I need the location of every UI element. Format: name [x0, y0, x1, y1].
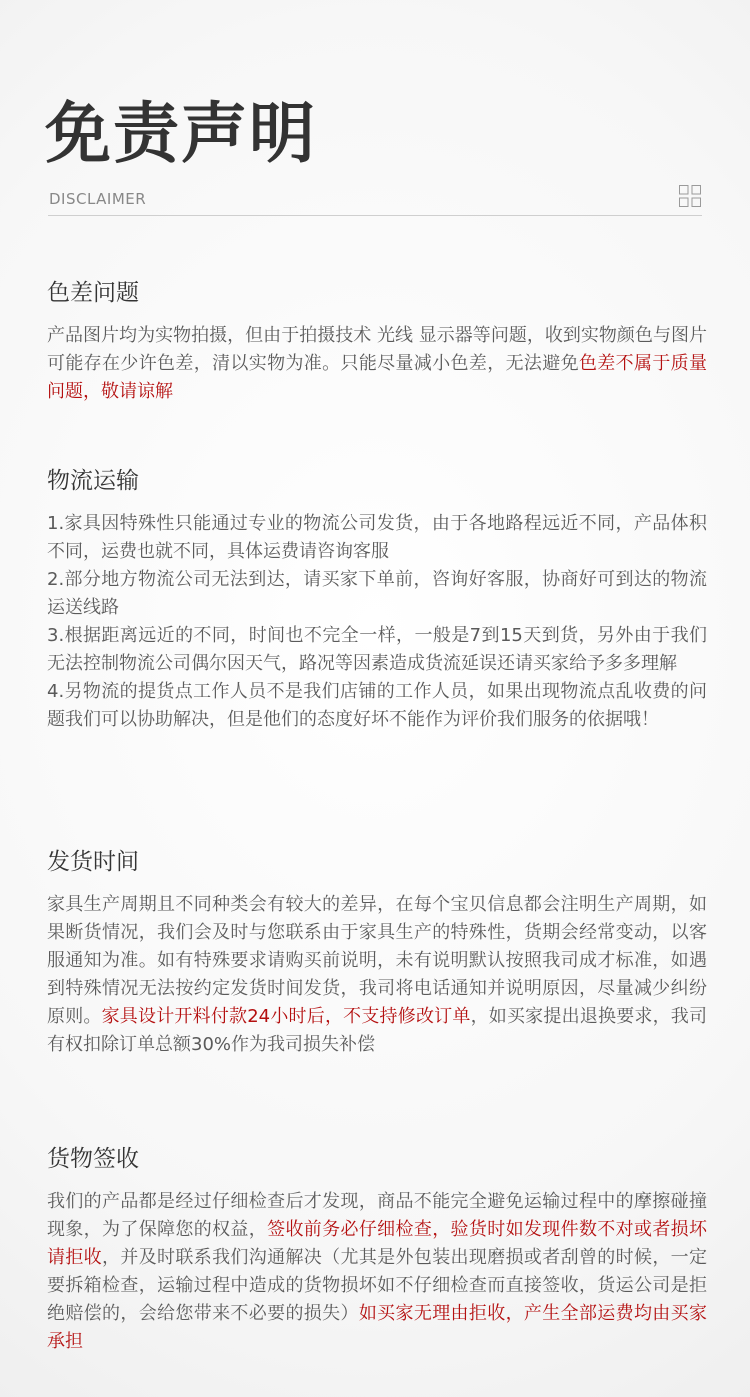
section-paragraph: 3.根据距离远近的不同，时间也不完全一样，一般是7到15天到货，另外由于我们无法控制物流公司偶尔因天气，路况等因素造成货流延误还请买家给予多多理解 [47, 625, 707, 674]
highlight-text: 色差不属于质量问题，敬请谅解 [47, 353, 708, 402]
section-color-difference [47, 276, 707, 406]
section-paragraph [47, 1188, 707, 1356]
section-logistics [47, 464, 707, 734]
section-title: 色差问题 [47, 280, 139, 306]
paragraph-text: 家具生产周期且不同种类会有较大的差异，在每个宝贝信息都会注明生产周期，如果断货情况，我们会及时与您联系由于家具生产的特殊性，货期会经常变动，以客服通知为准。如有特殊要求请购买前说明，未有说明默认按照我司成才标准，如遇到特殊情况无法按约定发货时间发货，我司将电话通知并说明原因，尽量减少纠纷原则。 [47, 894, 707, 1027]
section-paragraph [47, 322, 707, 406]
paragraph-text: 产品图片均为实物拍摄，但由于拍摄技术 光线 显示器等问题，收到实物颜色与图片可能存在少许色差，清以实物为准。只能尽量减小色差，无法避免 [47, 325, 707, 374]
section-paragraph: 1.家具因特殊性只能通过专业的物流公司发货，由于各地路程远近不同，产品体积不同，运费也就不同，具体运费请咨询客服 [47, 513, 707, 562]
paragraph-text: ，并及时联系我们沟通解决（尤其是外包装出现磨损或者刮曾的时候，一定要拆箱检查，运输过程中造成的货物损坏如不仔细检查而直接签收，货运公司是拒绝赔偿的，会给您带来不必要的损失） [47, 1247, 707, 1324]
section-goods-receipt [47, 1142, 707, 1356]
section-paragraph: 4.另物流的提货点工作人员不是我们店铺的工作人员，如果出现物流点乱收费的问题我们可以协助解决，但是他们的态度好坏不能作为评价我们服务的依据哦！ [47, 681, 707, 730]
section-title: 物流运输 [47, 468, 139, 494]
header-divider [48, 215, 702, 216]
section-title: 货物签收 [47, 1146, 139, 1172]
highlight-paragraph: 2.部分地方物流公司无法到达，请买家下单前，咨询好客服，协商好可到达的物流运送线路 [47, 569, 707, 618]
highlight-text: 签收前务必仔细检查，验货时如发现件数不对或者损坏请拒收 [47, 1219, 708, 1268]
highlight-text: 家具设计开料付款24小时后，不支持修改订单 [101, 1006, 471, 1027]
section-shipping-time [47, 845, 707, 1059]
highlight-text: 如买家无理由拒收，产生全部运费均由买家承担 [47, 1303, 707, 1352]
section-title: 发货时间 [47, 849, 139, 875]
paragraph-text: 我们的产品都是经过仔细检查后才发现，商品不能完全避免运输过程中的摩擦碰撞现象，为了保障您的权益， [47, 1191, 707, 1240]
paragraph-text: ，如买家提出退换要求，我司有权扣除订单总额30%作为我司损失补偿 [47, 1006, 708, 1055]
grid-icon [679, 185, 701, 207]
section-paragraph [47, 891, 707, 1059]
page-title: 免责声明 [45, 95, 317, 172]
page-subtitle: DISCLAIMER [49, 190, 147, 208]
